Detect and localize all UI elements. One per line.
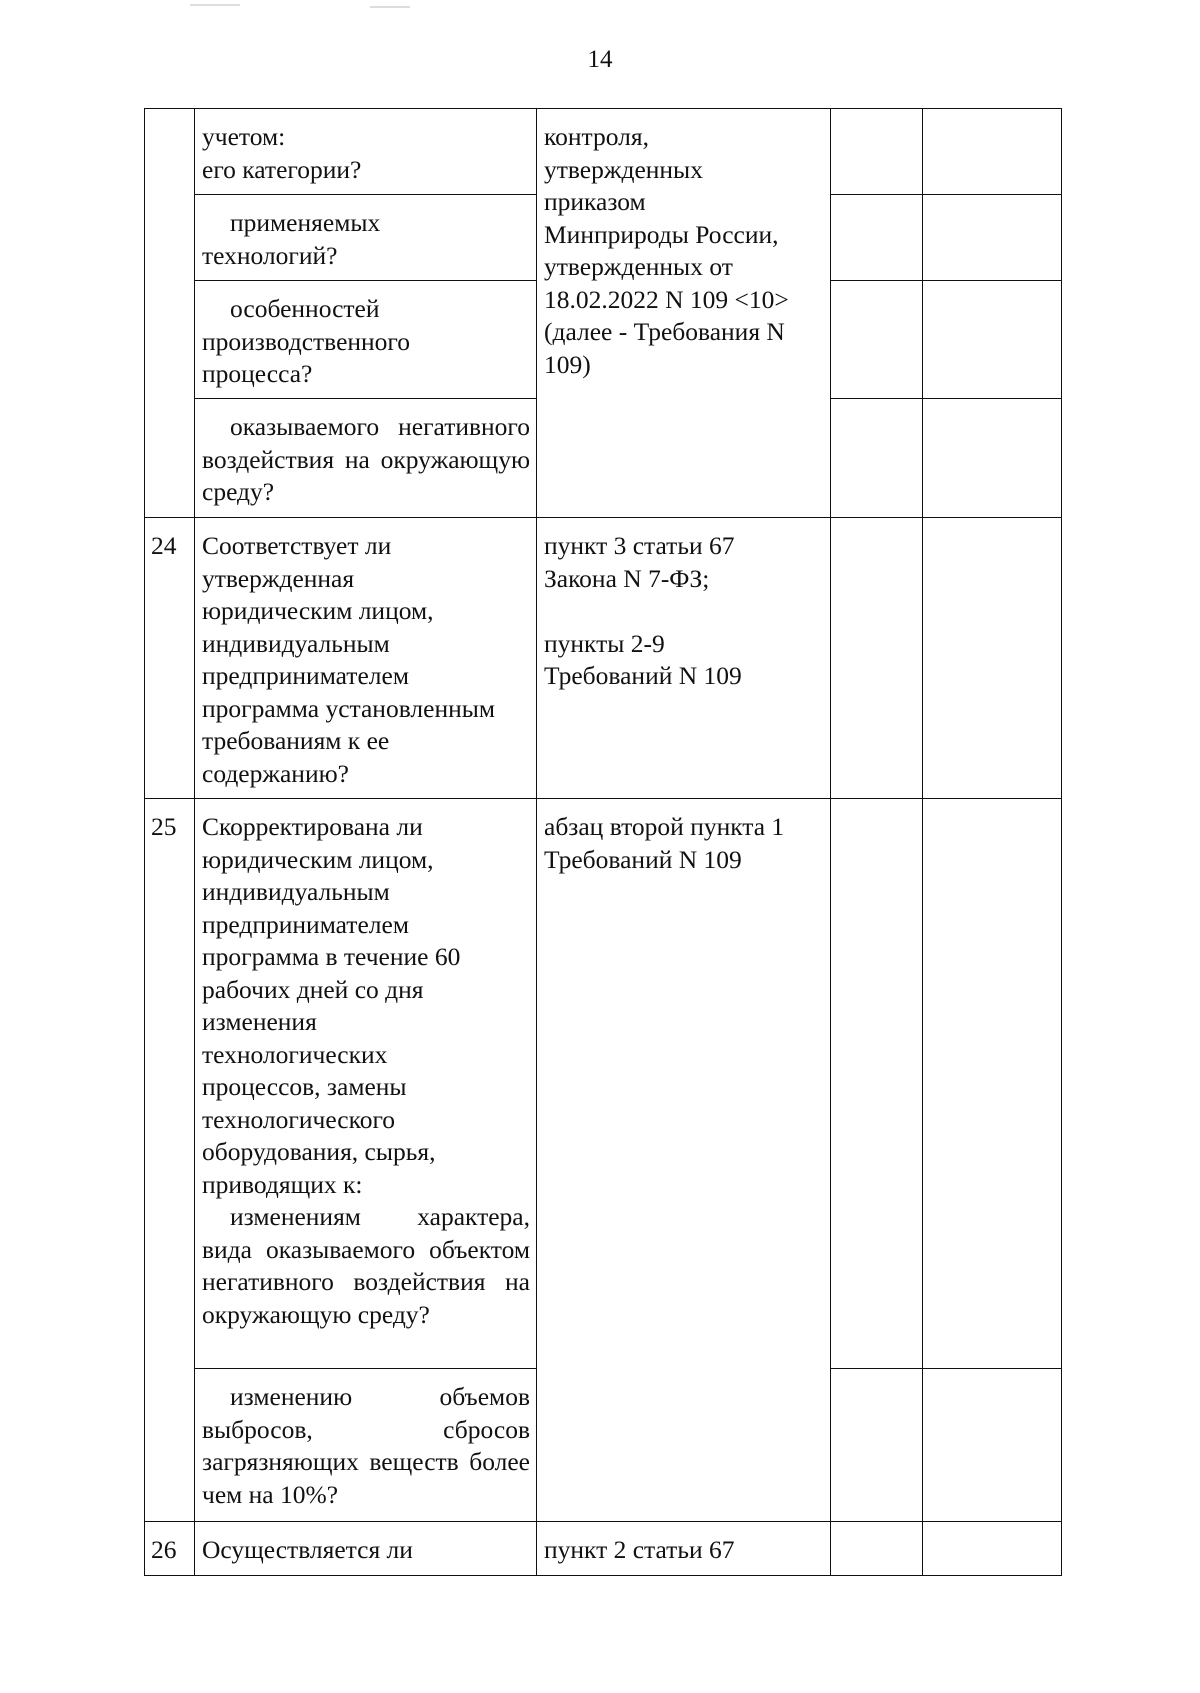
question-cell — [195, 799, 537, 1369]
note-cell — [923, 799, 1062, 1369]
note-cell — [923, 281, 1062, 399]
question-cell: изменению объемов выбросов, сбросов загрязняющих веществ более чем на 10%? — [195, 1369, 537, 1522]
question-cell: Осуществляется ли — [195, 1522, 537, 1576]
answer-cell — [831, 1369, 923, 1522]
item-number-cell — [145, 109, 195, 518]
scan-artifact — [370, 6, 410, 8]
answer-cell — [831, 195, 923, 281]
page-number: 14 — [587, 46, 613, 73]
question-cell: особенностей производственного процесса? — [195, 281, 537, 399]
item-number-cell: 26 — [145, 1522, 195, 1576]
table-row — [145, 799, 1062, 1369]
note-cell — [923, 109, 1062, 195]
answer-cell — [831, 399, 923, 518]
question-cell: Соответствует ли утвержденная юридическим лицом, индивидуальным предпринимателем программа установленным требованиям к ее содержанию? — [195, 518, 537, 799]
question-subitem: изменениям характера, вида оказываемого объектом негативного воздействия на окружающую среду? — [202, 1202, 530, 1329]
reference-cell: абзац второй пункта 1 Требований N 109 — [537, 799, 831, 1522]
answer-cell — [831, 799, 923, 1369]
reference-cell: пункт 3 статьи 67 Закона N 7-ФЗ; пункты 2-9 Требований N 109 — [537, 518, 831, 799]
question-text: Скорректирована ли юридическим лицом, индивидуальным предпринимателем программа в течение 60 рабочих дней со дня изменения технологических процессов, замены технологического оборудования, сырья, приводящих к: — [202, 812, 461, 1199]
item-number-cell: 25 — [145, 799, 195, 1522]
note-cell — [923, 518, 1062, 799]
note-cell — [923, 399, 1062, 518]
reference-cell: пункт 2 статьи 67 — [537, 1522, 831, 1576]
reference-cell: контроля, утвержденных приказом Минприроды России, утвержденных от 18.02.2022 N 109 <10> (далее - Требования N 109) — [537, 109, 831, 518]
table-row — [145, 518, 1062, 799]
answer-cell — [831, 281, 923, 399]
note-cell — [923, 1522, 1062, 1576]
question-cell: учетом: его категории? — [195, 109, 537, 195]
question-cell: применяемых технологий? — [195, 195, 537, 281]
answer-cell — [831, 1522, 923, 1576]
checklist-table — [144, 108, 1062, 1576]
table-row — [145, 109, 1062, 195]
table-row — [145, 1522, 1062, 1576]
note-cell — [923, 195, 1062, 281]
answer-cell — [831, 109, 923, 195]
question-cell: оказываемого негативного воздействия на окружающую среду? — [195, 399, 537, 518]
item-number-cell: 24 — [145, 518, 195, 799]
answer-cell — [831, 518, 923, 799]
scan-artifact — [190, 4, 240, 6]
note-cell — [923, 1369, 1062, 1522]
